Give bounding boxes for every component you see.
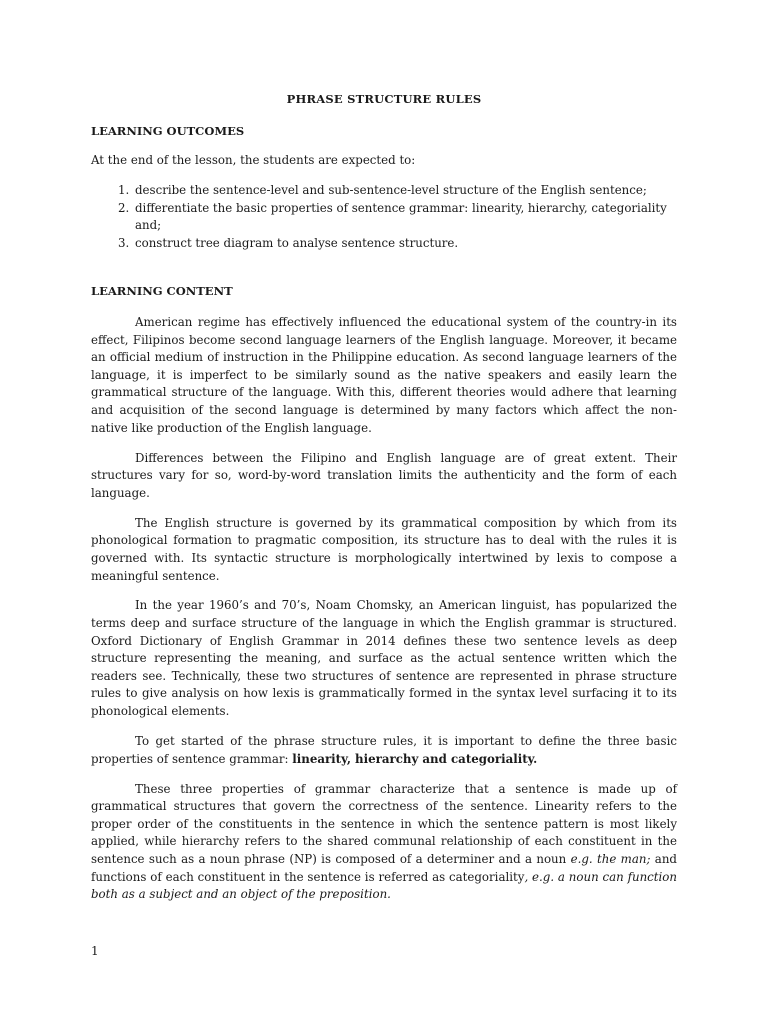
example-noun-function: , e.g. a noun can function both as a subject and an object of the preposition. (91, 869, 677, 902)
paragraph-3: The English structure is governed by its grammatical composition by which from its phonological formation to pragmatic composition, its structure has to deal with the rules it is governed with. Its syntactic structure is morphologically intertwined by lexis to compose a meaningful sentence. (91, 515, 677, 583)
example-the-man: e.g. the man; (570, 851, 651, 866)
list-item (91, 182, 691, 200)
learning-content-body (91, 314, 677, 916)
outcomes-list (91, 182, 691, 252)
list-item-text: differentiate the basic properties of sentence grammar: linearity, hierarchy, categoriality and; (135, 200, 667, 232)
paragraph-1: American regime has effectively influenced the educational system of the country-in its effect, Filipinos become second language learners of the English language. Moreover, it became an official medium of instruction in the Philippine education. As second language learners of the language, it is imperfect to be similarly sound as the native speakers and easily learn the grammatical structure of the language. With this, different theories would adhere that learning and acquisition of the second language is determined by many factors which affect the non-native like production of the English language. (91, 315, 677, 435)
page-number: 1 (91, 944, 99, 958)
paragraph-5 (91, 733, 677, 768)
list-item-text: describe the sentence-level and sub-sentence-level structure of the English sentence; (135, 183, 647, 197)
paragraph-5-text: To get started of the phrase structure rules, it is important to define the three basic properties of sentence grammar: (91, 734, 677, 766)
list-item-number: 1. (118, 183, 130, 197)
paragraph-6-text: These three properties of grammar characterize that a sentence is made up of grammatical structures that govern the correctness of the sentence. Linearity refers to the proper order of the constituents in the sentence in which the sentence pattern is most likely applied, while hierarchy refers to the shared communal relationship of each constituent in the sentence such as a noun phrase (NP) is composed of a determiner and a noun (91, 781, 677, 866)
list-item-number: 2. (118, 200, 130, 215)
paragraph-4: In the year 1960’s and 70’s, Noam Chomsky, an American linguist, has popularized the terms deep and surface structure of the language in which the English grammar is structured. Oxford Dictionary of English Grammar in 2014 defines these two sentence levels as deep structure representing the meaning, and surface as the actual sentence written which the readers see. Technically, these two structures of sentence are represented in phrase structure rules to give analysis on how lexis is grammatically formed in the syntax level surfacing it to its phonological elements. (91, 598, 677, 719)
learning-outcomes-heading: LEARNING OUTCOMES (91, 124, 245, 138)
list-item-text: construct tree diagram to analyse sentence structure. (135, 235, 459, 250)
list-item-number: 3. (118, 235, 130, 250)
list-item (91, 200, 691, 235)
outcomes-intro: At the end of the lesson, the students are expected to: (91, 153, 416, 167)
paragraph-2: Differences between the Filipino and English language are of great extent. Their structures vary for so, word-by-word translation limits the authenticity and the form of each language. (91, 450, 677, 500)
document-title: PHRASE STRUCTURE RULES (286, 92, 482, 106)
paragraph-6-text-cont: and functions of each constituent in the sentence is referred as categoriality (91, 851, 677, 884)
properties-emphasis: linearity, hierarchy and categoriality. (292, 751, 538, 766)
learning-content-heading: LEARNING CONTENT (91, 284, 233, 298)
paragraph-6 (91, 781, 677, 904)
list-item (91, 235, 691, 253)
